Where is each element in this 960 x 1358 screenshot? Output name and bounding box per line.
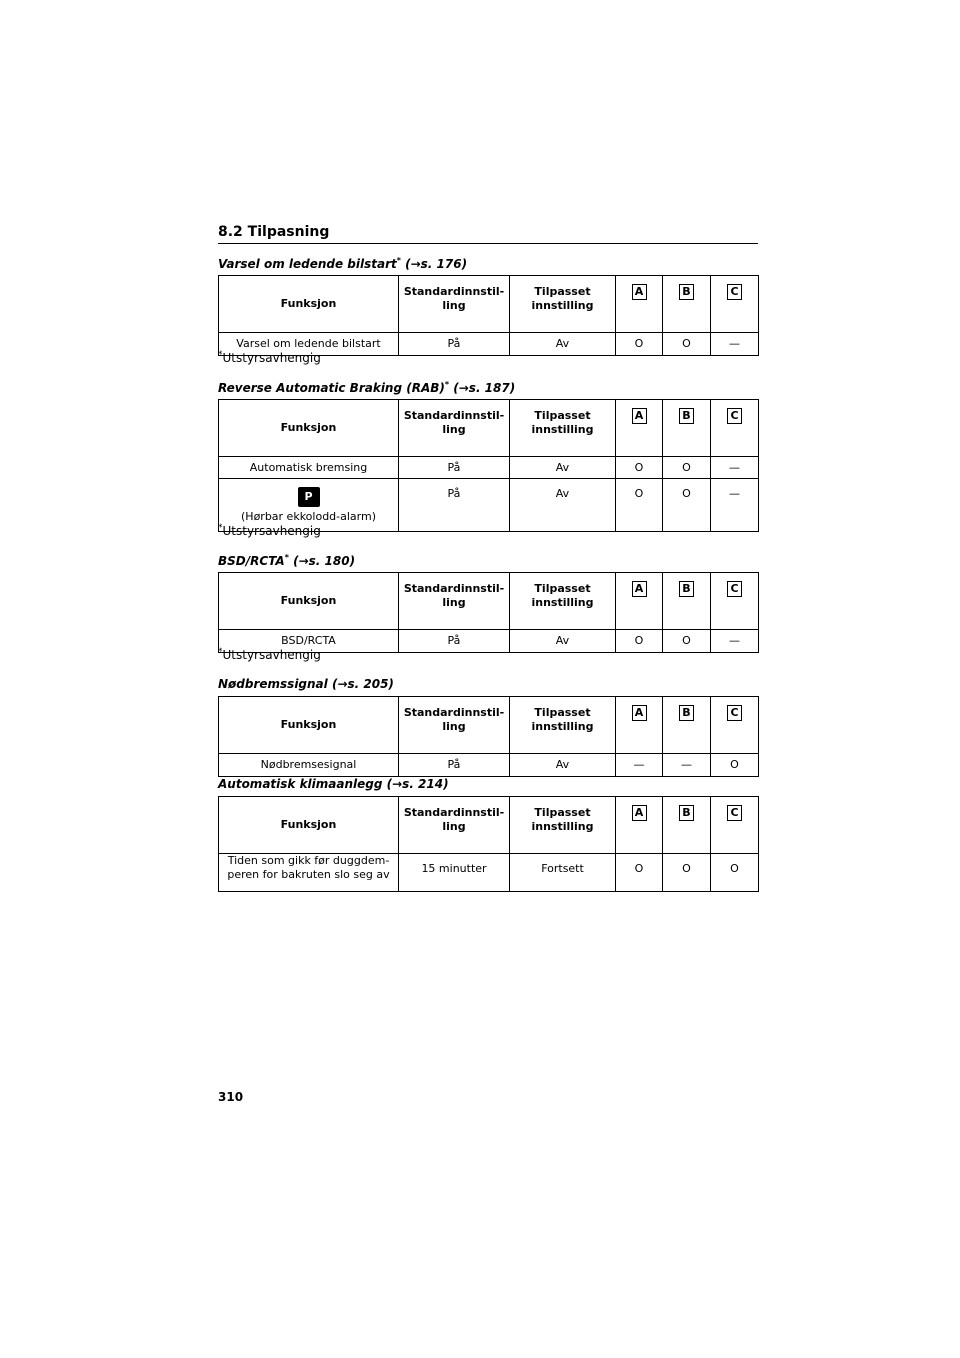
table-header-row — [219, 797, 759, 854]
table-header-row — [219, 400, 759, 457]
header-standard: Standardinnstil-ling — [399, 697, 510, 754]
chapter-heading: 8.2 Tilpasning — [218, 224, 758, 244]
section-title — [218, 380, 758, 395]
letter-c-icon: C — [727, 705, 742, 721]
cell-tilpasset: Av — [510, 754, 616, 777]
letter-a-icon: A — [632, 805, 647, 821]
footnote — [218, 647, 321, 662]
parking-assist-icon: P — [298, 487, 320, 507]
letter-c-icon: C — [727, 581, 742, 597]
letter-a-icon: A — [632, 705, 647, 721]
letter-c-icon: C — [727, 408, 742, 424]
letter-b-icon: B — [679, 581, 694, 597]
header-c — [711, 697, 759, 754]
table-row — [219, 854, 759, 892]
cell-c: — — [711, 333, 759, 356]
page-reference: (→s. 214) — [386, 777, 449, 791]
settings-table — [218, 696, 759, 777]
header-funksjon: Funksjon — [219, 573, 399, 630]
header-b — [663, 697, 711, 754]
letter-a-icon: A — [632, 581, 647, 597]
header-standard: Standardinnstil-ling — [399, 797, 510, 854]
header-a — [616, 797, 663, 854]
letter-b-icon: B — [679, 408, 694, 424]
header-b — [663, 276, 711, 333]
table-header-row — [219, 573, 759, 630]
header-c — [711, 797, 759, 854]
header-tilpasset: Tilpasset innstilling — [510, 400, 616, 457]
letter-b-icon: B — [679, 705, 694, 721]
header-c — [711, 573, 759, 630]
header-b — [663, 797, 711, 854]
page-reference: (→s. 180) — [293, 554, 356, 568]
table-row — [219, 457, 759, 479]
footnote — [218, 523, 321, 538]
header-c — [711, 400, 759, 457]
header-standard: Standardinnstil-ling — [399, 573, 510, 630]
settings-table — [218, 796, 759, 892]
cell-a: O — [616, 333, 663, 356]
header-b — [663, 400, 711, 457]
cell-standard: På — [399, 479, 510, 532]
cell-standard: 15 minutter — [399, 854, 510, 892]
footnote — [218, 350, 321, 365]
footnote-text: Utstyrsavhengig — [222, 524, 321, 538]
letter-b-icon: B — [679, 284, 694, 300]
cell-tilpasset: Av — [510, 333, 616, 356]
header-a — [616, 573, 663, 630]
cell-standard: På — [399, 754, 510, 777]
cell-b: — — [663, 754, 711, 777]
header-standard: Standardinnstil-ling — [399, 276, 510, 333]
footnote-mark: * — [218, 350, 223, 360]
cell-funksjon: P (Hørbar ekkolodd-alarm) — [219, 479, 399, 532]
cell-a: O — [616, 630, 663, 653]
header-a — [616, 400, 663, 457]
section-title-text: BSD/RCTA — [218, 554, 285, 568]
cell-c: — — [711, 457, 759, 479]
cell-standard: På — [399, 333, 510, 356]
letter-b-icon: B — [679, 805, 694, 821]
cell-b: O — [663, 630, 711, 653]
footnote-text: Utstyrsavhengig — [222, 351, 321, 365]
header-funksjon: Funksjon — [219, 697, 399, 754]
header-b — [663, 573, 711, 630]
header-funksjon: Funksjon — [219, 797, 399, 854]
cell-tilpasset: Av — [510, 630, 616, 653]
header-tilpasset: Tilpasset innstilling — [510, 697, 616, 754]
cell-b: O — [663, 854, 711, 892]
table-header-row — [219, 697, 759, 754]
section-title-text: Nødbremssignal — [218, 677, 328, 691]
header-tilpasset: Tilpasset innstilling — [510, 573, 616, 630]
settings-table — [218, 572, 759, 653]
header-standard: Standardinnstil-ling — [399, 400, 510, 457]
header-c — [711, 276, 759, 333]
footnote-text: Utstyrsavhengig — [222, 648, 321, 662]
cell-c: O — [711, 854, 759, 892]
page-reference: (→s. 187) — [453, 381, 516, 395]
cell-b: O — [663, 479, 711, 532]
header-tilpasset: Tilpasset innstilling — [510, 276, 616, 333]
section-title-text: Reverse Automatic Braking (RAB) — [218, 381, 445, 395]
section-title-text: Varsel om ledende bilstart — [218, 257, 397, 271]
section-title — [218, 256, 758, 271]
cell-funksjon: BSD/RCTA — [219, 630, 399, 653]
cell-c: — — [711, 479, 759, 532]
letter-a-icon: A — [632, 284, 647, 300]
footnote-mark: * — [444, 380, 450, 389]
letter-c-icon: C — [727, 284, 742, 300]
table-header-row — [219, 276, 759, 333]
page-number: 310 — [218, 1090, 244, 1104]
cell-standard: På — [399, 630, 510, 653]
footnote-mark: * — [396, 256, 401, 265]
cell-funksjon: Automatisk bremsing — [219, 457, 399, 479]
cell-c: — — [711, 630, 759, 653]
footnote-mark: * — [218, 647, 223, 657]
header-funksjon: Funksjon — [219, 276, 399, 333]
cell-tilpasset: Fortsett — [510, 854, 616, 892]
page-reference: (→s. 176) — [405, 257, 468, 271]
header-tilpasset: Tilpasset innstilling — [510, 797, 616, 854]
cell-standard: På — [399, 457, 510, 479]
header-a — [616, 697, 663, 754]
cell-tilpasset: Av — [510, 457, 616, 479]
letter-a-icon: A — [632, 408, 647, 424]
letter-c-icon: C — [727, 805, 742, 821]
cell-funksjon: Varsel om ledende bilstart — [219, 333, 399, 356]
table-row — [219, 754, 759, 777]
header-a — [616, 276, 663, 333]
cell-tilpasset: Av — [510, 479, 616, 532]
cell-c: O — [711, 754, 759, 777]
settings-table — [218, 399, 759, 532]
cell-a: O — [616, 457, 663, 479]
cell-a: O — [616, 854, 663, 892]
cell-funksjon: Tiden som gikk før duggdem-peren for bakruten slo seg av — [219, 854, 399, 892]
section-title — [218, 777, 758, 791]
cell-a: — — [616, 754, 663, 777]
footnote-mark: * — [218, 523, 223, 533]
settings-table — [218, 275, 759, 356]
cell-a: O — [616, 479, 663, 532]
section-title — [218, 677, 758, 691]
header-funksjon: Funksjon — [219, 400, 399, 457]
cell-funksjon: Nødbremsesignal — [219, 754, 399, 777]
cell-b: O — [663, 333, 711, 356]
cell-b: O — [663, 457, 711, 479]
section-title-text: Automatisk klimaanlegg — [218, 777, 383, 791]
section-title — [218, 553, 758, 568]
footnote-mark: * — [284, 553, 289, 562]
page-reference: (→s. 205) — [331, 677, 394, 691]
